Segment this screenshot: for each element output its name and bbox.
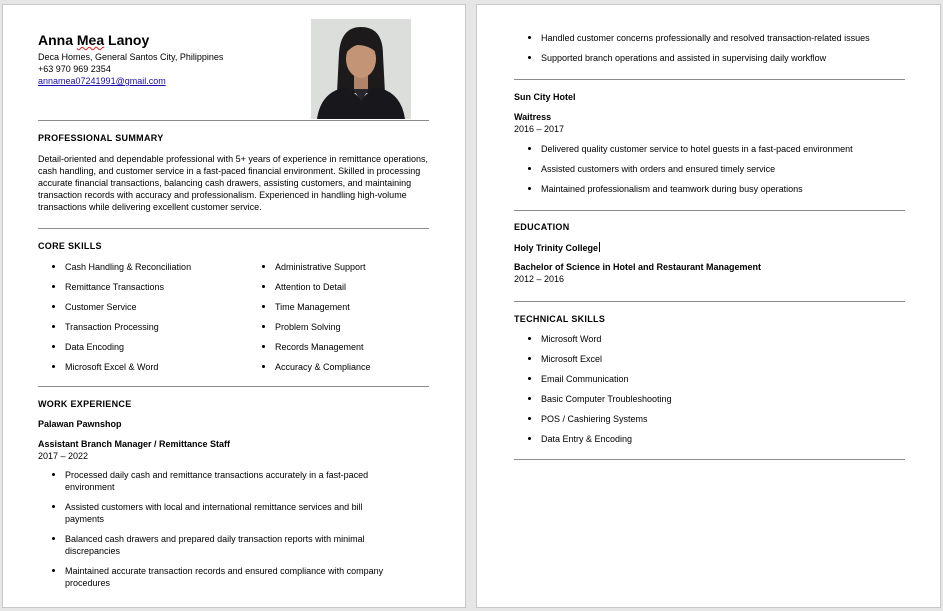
list-item: Remittance Transactions [38, 281, 243, 293]
education-dates: 2012 – 2016 [514, 274, 565, 284]
spellcheck-underlined-word: Mea [76, 32, 105, 48]
list-item: Basic Computer Troubleshooting [514, 393, 814, 405]
school-name: Holy Trinity College [514, 243, 599, 253]
resume-page-1[interactable] [2, 4, 466, 608]
list-item: Attention to Detail [248, 281, 438, 293]
core-skills-list-right [248, 261, 438, 381]
job-duties-list [38, 469, 403, 597]
summary-heading: PROFESSIONAL SUMMARY [38, 133, 164, 143]
list-item: Handled customer concerns professionally and resolved transaction-related issues [514, 32, 924, 44]
company-name: Sun City Hotel [514, 92, 576, 102]
profile-photo [311, 19, 411, 119]
summary-text: Detail-oriented and dependable professional with 5+ years of experience in remittance operations, cash handling, and customer service in a fast-paced financial environment. Skilled in processing accurate financial transactions, balancing cash drawers, assisting customers, and maintaining transaction records with accuracy and professionalism. Experienced in handling high-volume transactions while delivering excellent customer service. [38, 154, 428, 212]
list-item: Data Encoding [38, 341, 243, 353]
divider [38, 386, 429, 387]
list-item: Microsoft Word [514, 333, 814, 345]
core-skills-heading: CORE SKILLS [38, 241, 102, 251]
list-item: Delivered quality customer service to hotel guests in a fast-paced environment [514, 143, 924, 155]
job-dates: 2016 – 2017 [514, 124, 565, 134]
list-item: Cash Handling & Reconciliation [38, 261, 243, 273]
job-title: Assistant Branch Manager / Remittance Staff [38, 439, 231, 449]
job-duties-list [514, 143, 924, 203]
list-item: Supported branch operations and assisted in supervising daily workflow [514, 52, 924, 64]
list-item: Transaction Processing [38, 321, 243, 333]
list-item: Email Communication [514, 373, 814, 385]
degree: Bachelor of Science in Hotel and Restaurant Management [514, 262, 762, 272]
list-item: Maintained accurate transaction records and ensured compliance with company procedures [38, 565, 403, 589]
divider [514, 79, 905, 80]
technical-skills-list [514, 333, 814, 453]
list-item: Administrative Support [248, 261, 438, 273]
technical-skills-heading: TECHNICAL SKILLS [514, 314, 606, 324]
list-item: Assisted customers with local and international remittance services and bill payments [38, 501, 403, 525]
core-skills-list-left [38, 261, 243, 381]
job-dates: 2017 – 2022 [38, 451, 89, 461]
job-duties-list-continued [514, 32, 924, 72]
job-title: Waitress [514, 112, 552, 122]
list-item: Balanced cash drawers and prepared daily transaction reports with minimal discrepancies [38, 533, 403, 557]
list-item: Assisted customers with orders and ensured timely service [514, 163, 924, 175]
divider [514, 459, 905, 460]
education-heading: EDUCATION [514, 222, 570, 232]
list-item: Problem Solving [248, 321, 438, 333]
work-experience-heading: WORK EXPERIENCE [38, 399, 132, 409]
list-item: Maintained professionalism and teamwork during busy operations [514, 183, 924, 195]
list-item: Microsoft Excel [514, 353, 814, 365]
phone: +63 970 969 2354 [38, 64, 111, 74]
text-cursor [599, 242, 600, 252]
divider [38, 120, 429, 121]
list-item: Processed daily cash and remittance transactions accurately in a fast-paced environment [38, 469, 403, 493]
list-item: Time Management [248, 301, 438, 313]
list-item: Data Entry & Encoding [514, 433, 814, 445]
divider [514, 210, 905, 211]
list-item: Accuracy & Compliance [248, 361, 438, 373]
list-item: Microsoft Excel & Word [38, 361, 243, 373]
divider [38, 228, 429, 229]
divider [514, 301, 905, 302]
address: Deca Homes, General Santos City, Philippines [38, 52, 224, 62]
email-link[interactable]: annamea07241991@gmail.com [38, 76, 166, 86]
list-item: Customer Service [38, 301, 243, 313]
list-item: Records Management [248, 341, 438, 353]
resume-page-2[interactable] [476, 4, 941, 608]
list-item: POS / Cashiering Systems [514, 413, 814, 425]
candidate-name: Anna Mea Lanoy [38, 32, 150, 48]
company-name: Palawan Pawnshop [38, 419, 122, 429]
